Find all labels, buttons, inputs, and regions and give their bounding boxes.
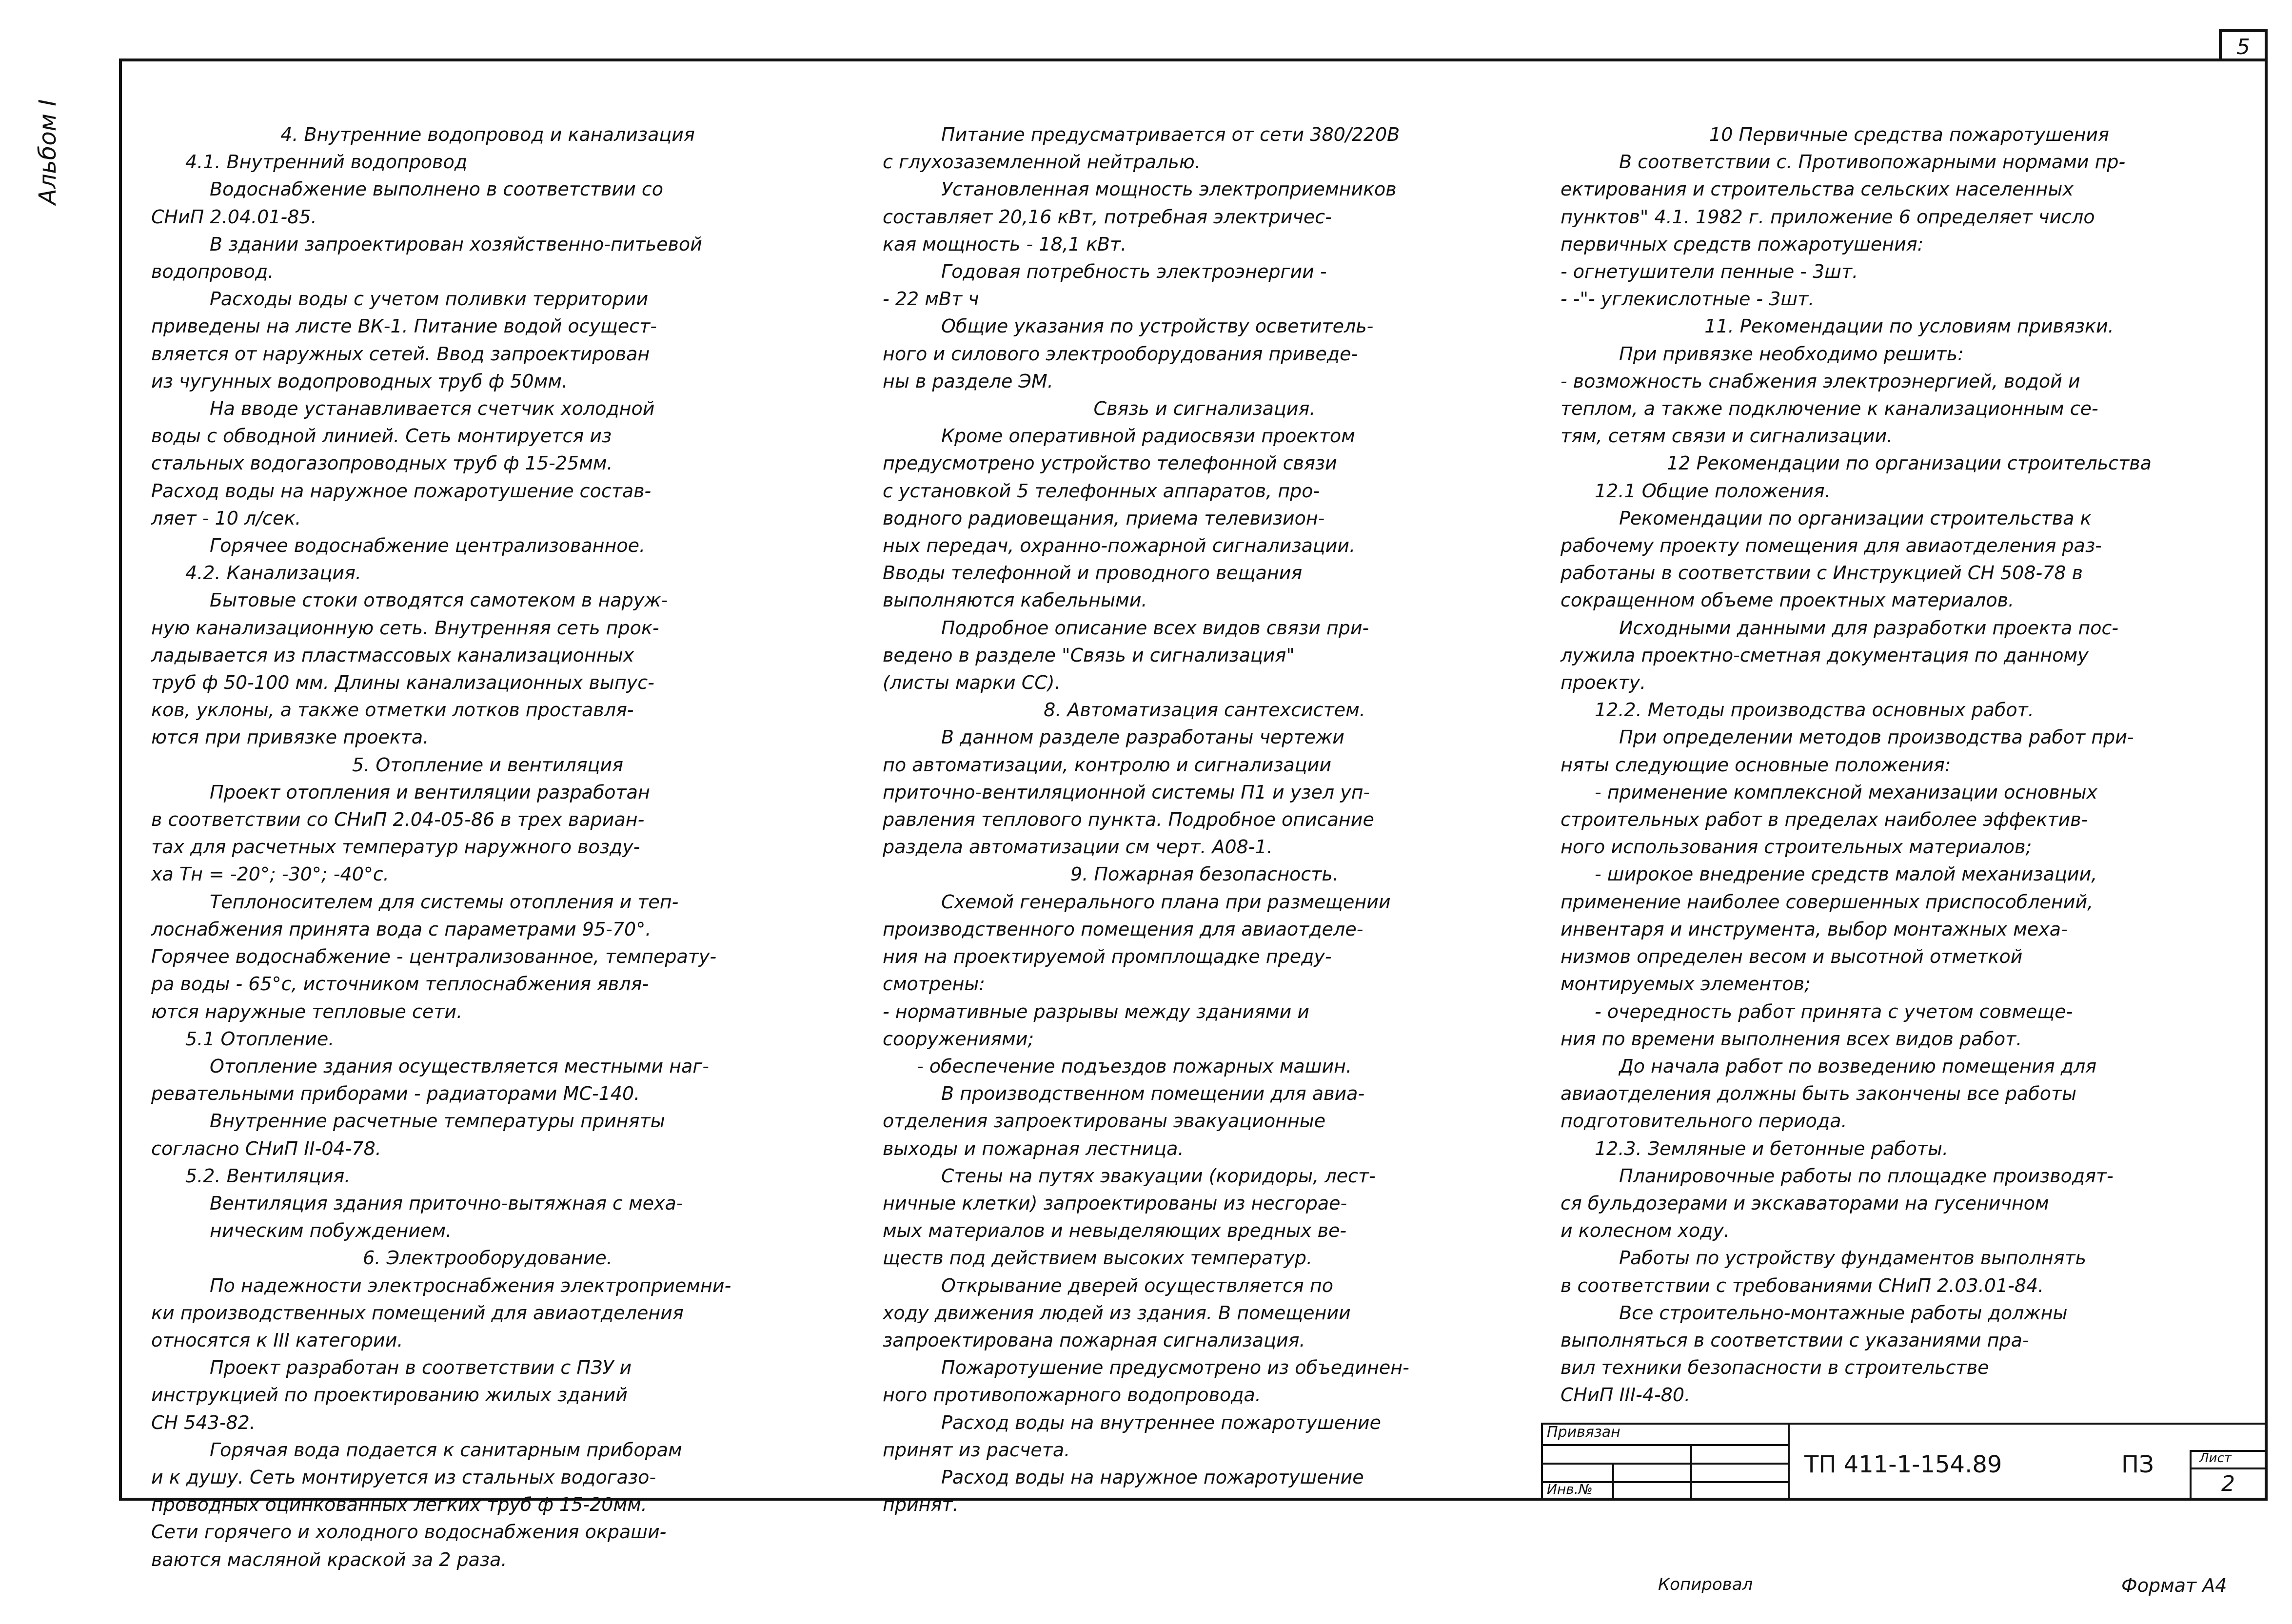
text-line: ются при привязке проекта. [151,726,429,748]
text-line: ся бульдозерами и экскаваторами на гусеничном [1561,1192,2049,1214]
text-line: с глухозаземленной нейтралью. [883,151,1201,173]
text-line: - 22 мВт ч [883,288,979,310]
text-line: выходы и пожарная лестница. [883,1137,1184,1159]
text-line: ного и силового электрооборудования приведе- [883,343,1358,365]
text-line: вляется от наружных сетей. Ввод запроектирован [151,343,650,365]
text-line: ны в разделе ЭМ. [883,370,1053,392]
text-line: Вентиляция здания приточно-вытяжная с меха- [210,1192,683,1214]
text-line: применение наиболее совершенных приспособлений, [1561,891,2094,913]
text-line: приведены на листе ВК-1. Питание водой осущест- [151,315,657,337]
text-line: работаны в соответствии с Инструкцией СН 508-78 в [1561,562,2083,584]
text-line: Питание предусматривается от сети 380/220В [941,124,1400,145]
text-line: ха Тн = -20°; -30°; -40°с. [151,863,389,885]
text-line: проводных оцинкованных легких труб ф 15-20мм. [151,1494,647,1516]
text-column-1 [151,121,824,1573]
text-line: принят из расчета. [883,1439,1070,1461]
text-line: водного радиовещания, приема телевизион- [883,507,1325,529]
text-line: Кроме оперативной радиосвязи проектом [941,425,1355,447]
text-line: труб ф 50-100 мм. Длины канализационных выпус- [151,672,654,694]
text-line: ектирования и строительства сельских населенных [1561,178,2074,200]
text-line: Все строительно-монтажные работы должны [1619,1302,2068,1324]
text-line: 6. Электрооборудование. [363,1247,613,1269]
text-line: 12.2. Методы производства основных работ. [1595,699,2034,721]
text-line: Планировочные работы по площадке производят- [1619,1165,2114,1187]
text-line: и к душу. Сеть монтируется из стальных водогазо- [151,1466,656,1488]
text-line: Внутренние расчетные температуры приняты [210,1110,665,1132]
text-line: 12.3. Земляные и бетонные работы. [1595,1137,1949,1159]
text-line: Горячая вода подается к санитарным приборам [210,1439,682,1461]
text-line: Бытовые стоки отводятся самотеком в наруж- [210,589,668,611]
text-line: воды с обводной линией. Сеть монтируется из [151,425,612,447]
text-line: Вводы телефонной и проводного вещания [883,562,1303,584]
text-line: Теплоносителем для системы отопления и теп- [210,891,679,913]
text-line: ра воды - 65°с, источником теплоснабжения явля- [151,973,649,995]
text-line: 9. Пожарная безопасность. [1070,863,1339,885]
text-line: При привязке необходимо решить: [1619,343,1964,365]
text-line: Общие указания по устройству осветитель- [941,315,1374,337]
text-line: тах для расчетных температур наружного возду- [151,836,640,858]
text-line: предусмотрено устройство телефонной связи [883,452,1337,474]
text-line: выполняются кабельными. [883,589,1147,611]
text-line: ваются масляной краской за 2 раза. [151,1548,507,1570]
text-line: СНиП III-4-80. [1561,1384,1691,1406]
text-line: Расход воды на внутреннее пожаротушение [941,1411,1381,1433]
text-line: ническим побуждением. [210,1220,452,1242]
sheet-number: 5 [2219,29,2268,61]
text-line: ляет - 10 л/сек. [151,507,301,529]
text-line: рабочему проекту помещения для авиаотделения раз- [1561,535,2102,557]
text-line: ничные клетки) запроектированы из несгорае- [883,1192,1347,1214]
text-line: ки производственных помещений для авиаотделения [151,1302,684,1324]
text-line: сооружениями; [883,1028,1034,1050]
text-line: вил техники безопасности в строительстве [1561,1357,1989,1379]
text-line: Открывание дверей осуществляется по [941,1274,1333,1296]
text-line: Проект разработан в соответствии с ПЗУ и [210,1357,632,1379]
text-line: В данном разделе разработаны чертежи [941,726,1344,748]
text-line: 5.2. Вентиляция. [185,1165,351,1187]
text-line: - обеспечение подъездов пожарных машин. [917,1055,1352,1077]
text-line: отделения запроектированы эвакуационные [883,1110,1326,1132]
text-line: - широкое внедрение средств малой механизации, [1595,863,2097,885]
text-line: с установкой 5 телефонных аппаратов, про- [883,480,1320,502]
text-line: в соответствии со СНиП 2.04-05-86 в трех вариан- [151,809,645,831]
text-line: подготовительного периода. [1561,1110,1847,1132]
text-line: На вводе устанавливается счетчик холодной [210,398,655,420]
text-column-3 [1561,121,2258,1409]
text-line: смотрены: [883,973,986,995]
text-column-2 [883,121,1526,1518]
text-line: сокращенном объеме проектных материалов. [1561,589,2015,611]
text-line: - возможность снабжения электроэнергией, водой и [1561,370,2080,392]
text-line: Отопление здания осуществляется местными наг- [210,1055,709,1077]
text-line: по автоматизации, контролю и сигнализации [883,754,1332,776]
text-line: теплом, а также подключение к канализационным се- [1561,398,2098,420]
text-line: ходу движения людей из здания. В помещении [883,1302,1351,1324]
text-line: ную канализационную сеть. Внутренняя сеть прок- [151,617,659,639]
text-line: До начала работ по возведению помещения для [1619,1055,2097,1077]
text-line: 5. Отопление и вентиляция [352,754,623,776]
text-line: 4. Внутренние водопровод и канализация [280,124,695,145]
text-line: - очередность работ принята с учетом совмеще- [1595,1000,2073,1022]
paper-format: Формат А4 [2121,1575,2227,1596]
text-line: ного использования строительных материалов; [1561,836,2032,858]
text-line: В здании запроектирован хозяйственно-питьевой [210,233,702,255]
text-line: ведено в разделе "Связь и сигнализация" [883,644,1295,666]
text-line: Схемой генерального плана при размещении [941,891,1391,913]
text-line: относятся к III категории. [151,1329,403,1351]
text-line: 12.1 Общие положения. [1595,480,1831,502]
sheet-label: Лист [2199,1451,2232,1466]
text-line: согласно СНиП II-04-78. [151,1137,381,1159]
text-line: Горячее водоснабжение централизованное. [210,535,646,557]
text-line: СНиП 2.04.01-85. [151,206,317,228]
text-line: составляет 20,16 кВт, потребная электричес- [883,206,1332,228]
text-line: При определении методов производства работ при- [1619,726,2134,748]
text-line: - огнетушители пенные - 3шт. [1561,261,1858,283]
text-line: первичных средств пожаротушения: [1561,233,1924,255]
text-line: кая мощность - 18,1 кВт. [883,233,1127,255]
text-line: производственного помещения для авиаотделе- [883,918,1363,940]
text-line: ков, уклоны, а также отметки лотков проставля- [151,699,634,721]
text-line: 4.1. Внутренний водопровод [185,151,468,173]
section-code: ПЗ [2121,1451,2154,1478]
text-line: мых материалов и невыделяющих вредных ве- [883,1220,1347,1242]
text-line: из чугунных водопроводных труб ф 50мм. [151,370,568,392]
text-line: инструкцией по проектированию жилых зданий [151,1384,628,1406]
text-line: 10 Первичные средства пожаротушения [1709,124,2109,145]
copied-by: Копировал [1658,1575,1753,1594]
text-line: Расход воды на наружное пожаротушение [941,1466,1364,1488]
text-line: ного противопожарного водопровода. [883,1384,1261,1406]
text-line: - -"- углекислотные - 3шт. [1561,288,1815,310]
text-line: ются наружные тепловые сети. [151,1000,463,1022]
text-line: Водоснабжение выполнено в соответствии со [210,178,664,200]
text-line: Горячее водоснабжение - централизованное, температу- [151,946,717,968]
text-line: принят. [883,1494,959,1516]
text-line: Стены на путях эвакуации (коридоры, лест- [941,1165,1376,1187]
text-line: 11. Рекомендации по условиям привязки. [1704,315,2114,337]
text-line: - нормативные разрывы между зданиями и [883,1000,1310,1022]
text-line: Рекомендации по организации строительства к [1619,507,2092,529]
text-line: 12 Рекомендации по организации строительства [1667,452,2152,474]
text-line: проекту. [1561,672,1646,694]
title-block [1541,1423,2268,1501]
text-line: Расходы воды с учетом поливки территории [210,288,649,310]
text-line: лужила проектно-сметная документация по данному [1561,644,2089,666]
text-line: ществ под действием высоких температур. [883,1247,1313,1269]
text-line: 5.1 Отопление. [185,1028,335,1050]
text-line: раздела автоматизации см черт. А08-1. [883,836,1273,858]
text-line: 4.2. Канализация. [185,562,361,584]
text-line: равления теплового пункта. Подробное описание [883,809,1374,831]
text-line: Исходными данными для разработки проекта пос- [1619,617,2119,639]
text-line: низмов определен весом и высотной отметкой [1561,946,2023,968]
text-line: Годовая потребность электроэнергии - [941,261,1327,283]
text-line: приточно-вентиляционной системы П1 и узел уп- [883,781,1370,803]
text-line: лоснабжения принята вода с параметрами 95-70°. [151,918,652,940]
document-code: ТП 411-1-154.89 [1804,1451,2002,1478]
text-line: выполняться в соответствии с указаниями пра- [1561,1329,2029,1351]
text-line: 8. Автоматизация сантехсистем. [1044,699,1365,721]
text-line: В соответствии с. Противопожарными нормами пр- [1619,151,2126,173]
text-line: По надежности электроснабжения электроприемни- [210,1274,731,1296]
text-line: ния на проектируемой промплощадке преду- [883,946,1332,968]
text-line: - применение комплексной механизации основных [1595,781,2097,803]
linked-label: Привязан [1547,1424,1620,1441]
text-line: монтируемых элементов; [1561,973,1811,995]
text-line: ревательными приборами - радиаторами МС-140. [151,1083,640,1105]
text-line: водопровод. [151,261,274,283]
text-line: стальных водогазопроводных труб ф 15-25мм. [151,452,613,474]
album-label: Альбом I [34,99,61,205]
text-line: Подробное описание всех видов связи при- [941,617,1369,639]
text-line: В производственном помещении для авиа- [941,1083,1365,1105]
text-line: Расход воды на наружное пожаротушение состав- [151,480,652,502]
text-line: СН 543-82. [151,1411,256,1433]
text-line: (листы марки СС). [883,672,1061,694]
text-line: Пожаротушение предусмотрено из объединен- [941,1357,1409,1379]
text-line: ладывается из пластмассовых канализационных [151,644,634,666]
text-line: тям, сетям связи и сигнализации. [1561,425,1893,447]
text-line: Работы по устройству фундаментов выполнять [1619,1247,2086,1269]
text-line: и колесном ходу. [1561,1220,1730,1242]
text-line: Установленная мощность электроприемников [941,178,1397,200]
stamp-col-b [1690,1444,1790,1501]
text-line: авиаотделения должны быть закончены все работы [1561,1083,2077,1105]
text-line: ных передач, охранно-пожарной сигнализации. [883,535,1356,557]
text-line: ния по времени выполнения всех видов работ. [1561,1028,2022,1050]
text-line: пунктов" 4.1. 1982 г. приложение 6 определяет число [1561,206,2095,228]
inv-label: Инв.№ [1547,1481,1593,1497]
text-line: строительных работ в пределах наиболее эффектив- [1561,809,2088,831]
text-line: Проект отопления и вентиляции разработан [210,781,650,803]
sheet-value: 2 [2221,1471,2235,1496]
text-line: Связь и сигнализация. [1093,398,1316,420]
text-line: инвентаря и инструмента, выбор монтажных меха- [1561,918,2068,940]
text-line: в соответствии с требованиями СНиП 2.03.01-84. [1561,1274,2044,1296]
text-line: запроектирована пожарная сигнализация. [883,1329,1305,1351]
text-line: Сети горячего и холодного водоснабжения окраши- [151,1521,667,1543]
text-line: няты следующие основные положения: [1561,754,1951,776]
